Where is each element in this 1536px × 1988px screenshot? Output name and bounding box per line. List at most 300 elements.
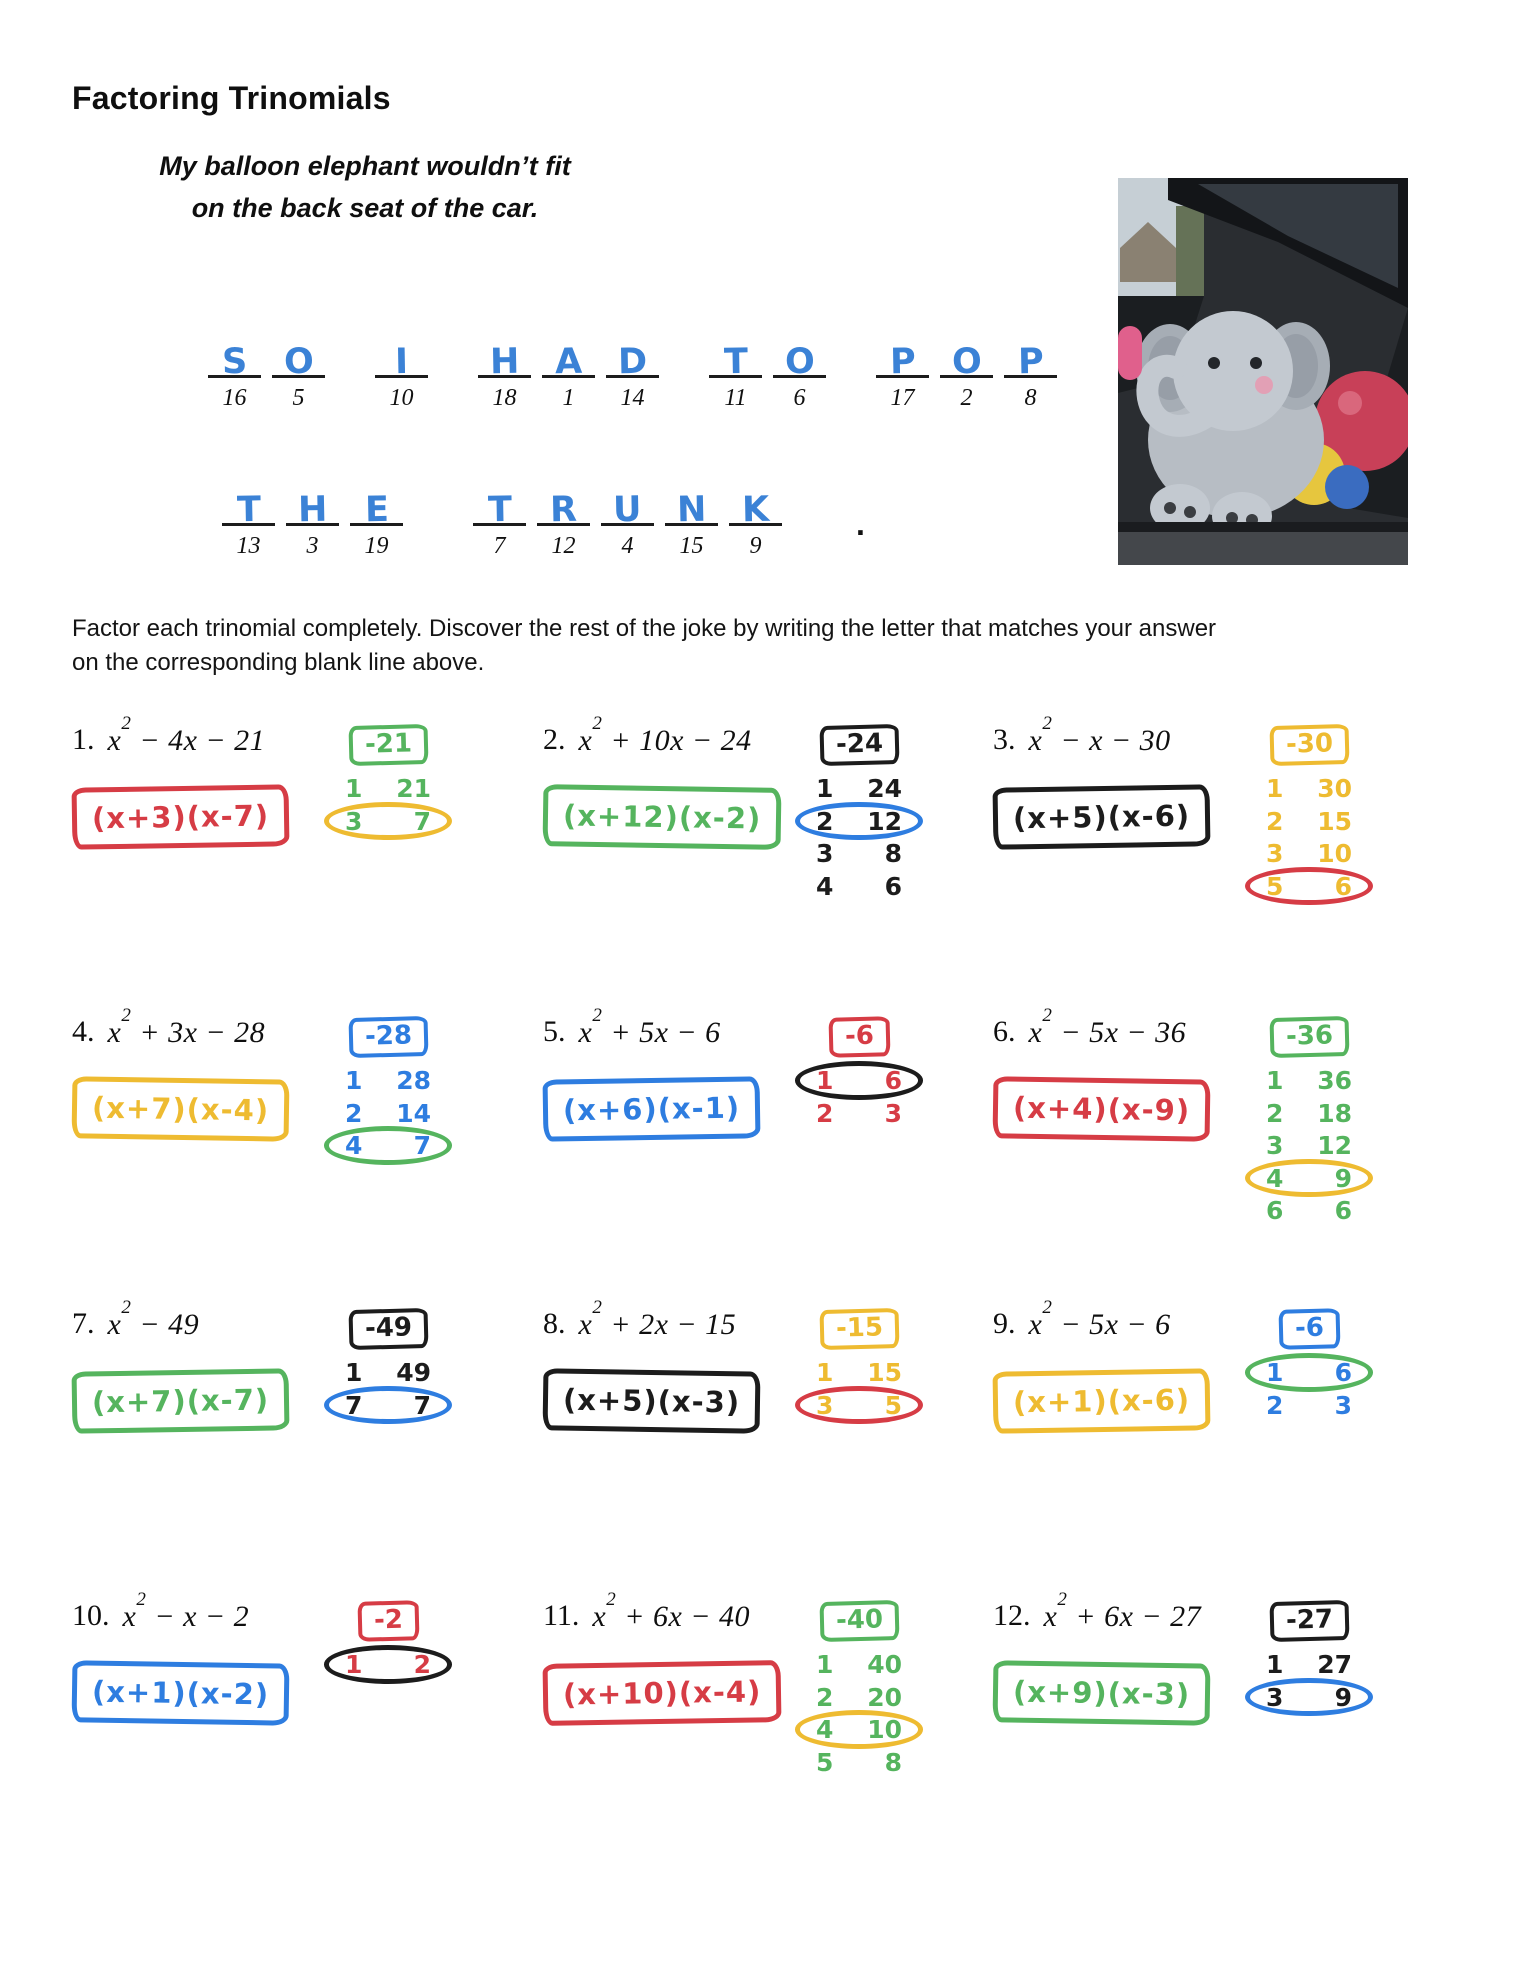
trinomial-expression — [993, 1589, 1261, 1634]
factor-a: 4 — [816, 1715, 834, 1744]
riddle-line-2 — [222, 478, 865, 560]
handwritten-answer: (x+9)(x-3) — [1012, 1674, 1191, 1712]
problem-number: 5. — [543, 1015, 566, 1048]
selected-pair-circle — [1245, 867, 1373, 906]
factor-a: 2 — [816, 1098, 834, 1128]
handwritten-letter: O — [784, 341, 815, 383]
blank-number: 1 — [562, 385, 575, 411]
factor-work — [1261, 1601, 1357, 1883]
handwritten-letter: H — [297, 489, 328, 531]
factor-pair — [1261, 807, 1357, 837]
blank-number: 19 — [364, 533, 389, 559]
product-box: -36 — [1269, 1016, 1349, 1058]
blank-line — [208, 330, 261, 383]
instructions-line-1: Factor each trinomial completely. Discover the rest of the joke by writing the letter that matches your answer — [72, 615, 1217, 642]
factor-b: 5 — [884, 1390, 902, 1420]
trinomial-text: $x^2 + 6x - 27$ — [1043, 1589, 1202, 1633]
problem-number: 4. — [72, 1015, 95, 1048]
instructions — [72, 612, 1216, 680]
problem-11 — [543, 1591, 993, 1883]
factor-pair — [811, 1358, 907, 1388]
factor-pair — [340, 774, 436, 804]
riddle-word — [709, 330, 826, 412]
blank-line — [537, 478, 590, 531]
letter-blank — [606, 330, 659, 412]
problem-6 — [993, 1007, 1453, 1299]
handwritten-answer: (x+5)(x-6) — [1012, 798, 1191, 836]
factor-a: 1 — [1266, 1066, 1284, 1095]
blank-number: 7 — [493, 533, 506, 559]
handwritten-letter: T — [236, 489, 261, 531]
factor-b: 14 — [396, 1098, 431, 1128]
factor-a: 3 — [816, 1390, 834, 1420]
letter-blank — [773, 330, 826, 412]
factor-b: 15 — [867, 1358, 902, 1387]
factor-b: 36 — [1317, 1066, 1352, 1095]
handwritten-letter: P — [889, 341, 916, 383]
factor-a: 5 — [1266, 871, 1284, 901]
problem-number: 12. — [993, 1599, 1031, 1632]
blank-number: 16 — [222, 385, 247, 411]
answer-box — [543, 1076, 761, 1141]
selected-pair-circle — [324, 1126, 452, 1165]
handwritten-answer: (x+10)(x-4) — [562, 1674, 762, 1712]
factor-a: 1 — [1266, 774, 1284, 803]
factor-a: 3 — [1266, 839, 1284, 868]
trinomial-text: $x^2 + 3x - 28$ — [107, 1005, 266, 1049]
problem-3 — [993, 715, 1453, 1007]
blank-number: 11 — [724, 385, 747, 411]
factor-pairs-list — [1261, 1650, 1357, 1712]
handwritten-letter: S — [221, 341, 248, 383]
factor-a: 1 — [816, 1358, 834, 1387]
factor-a: 3 — [1266, 1131, 1284, 1160]
letter-blank — [375, 330, 428, 412]
product-box: -6 — [1278, 1308, 1340, 1350]
product-box: -27 — [1269, 1600, 1349, 1642]
factor-pair — [340, 1099, 436, 1129]
factor-pairs-list — [811, 1066, 907, 1128]
factor-a: 1 — [345, 1358, 363, 1387]
handwritten-letter: I — [394, 341, 409, 382]
factor-b: 15 — [1317, 806, 1352, 836]
factor-pair — [811, 1066, 907, 1096]
factor-pair — [1261, 1391, 1357, 1421]
factor-work — [811, 1309, 907, 1591]
handwritten-letter: P — [1017, 341, 1044, 383]
factor-b: 27 — [1317, 1650, 1352, 1679]
factor-a: 1 — [1266, 1358, 1284, 1387]
handwritten-answer: (x+4)(x-9) — [1012, 1090, 1191, 1128]
factor-pairs-list — [1261, 1358, 1357, 1420]
factor-pairs-list — [811, 1650, 907, 1777]
problem-2 — [543, 715, 993, 1007]
blank-number: 9 — [749, 533, 762, 559]
riddle-word — [876, 330, 1057, 412]
factor-a: 2 — [1266, 1098, 1284, 1128]
factor-pair — [340, 1391, 436, 1421]
factor-b: 18 — [1317, 1098, 1352, 1128]
blank-number: 13 — [236, 533, 261, 559]
blank-line — [729, 478, 782, 531]
factor-b: 6 — [1334, 1358, 1352, 1387]
problem-12 — [993, 1591, 1453, 1883]
blank-number: 10 — [389, 385, 414, 411]
factor-pair — [1261, 1683, 1357, 1713]
factor-a: 1 — [345, 774, 363, 803]
factor-pair — [811, 1715, 907, 1745]
answer-box — [72, 1076, 290, 1141]
trinomial-text: $x^2 - 5x - 36$ — [1028, 1005, 1187, 1049]
factor-pair — [811, 872, 907, 902]
handwritten-letter: H — [489, 341, 520, 383]
letter-blank — [601, 478, 654, 560]
handwritten-letter: R — [549, 489, 578, 531]
factor-pairs-list — [340, 1358, 436, 1420]
riddle-word — [375, 330, 428, 412]
problem-number: 8. — [543, 1307, 566, 1340]
handwritten-answer: (x+7)(x-7) — [91, 1382, 270, 1420]
factor-a: 2 — [345, 1098, 363, 1128]
problem-number: 9. — [993, 1307, 1016, 1340]
blank-line — [1004, 330, 1057, 383]
riddle-period: . — [856, 506, 865, 542]
factor-b: 24 — [867, 774, 902, 803]
trinomial-text: $x^2 + 10x - 24$ — [578, 713, 752, 757]
blank-number: 2 — [960, 385, 973, 411]
trinomial-expression — [543, 1589, 811, 1634]
factor-a: 2 — [816, 806, 834, 836]
factor-pair — [811, 1391, 907, 1421]
blank-line — [606, 330, 659, 383]
factor-pairs-list — [811, 774, 907, 901]
letter-blank — [473, 478, 526, 560]
factor-b: 8 — [884, 839, 902, 868]
handwritten-letter: T — [487, 489, 512, 531]
factor-b: 2 — [413, 1650, 431, 1679]
problem-number: 2. — [543, 723, 566, 756]
blank-line — [272, 330, 325, 383]
selected-pair-circle — [1245, 1678, 1373, 1717]
factor-a: 1 — [816, 774, 834, 803]
letter-blank — [537, 478, 590, 560]
blank-number: 18 — [492, 385, 517, 411]
product-box: -28 — [348, 1016, 428, 1058]
answer-box — [543, 1660, 782, 1726]
factor-b: 6 — [884, 871, 902, 901]
handwritten-answer: (x+12)(x-2) — [562, 798, 762, 836]
handwritten-answer: (x+1)(x-2) — [91, 1674, 270, 1712]
factor-a: 3 — [1266, 1682, 1284, 1712]
blank-number: 17 — [890, 385, 915, 411]
letter-blank — [286, 478, 339, 560]
trinomial-expression — [72, 1005, 340, 1050]
factor-a: 1 — [345, 1650, 363, 1679]
problems-grid — [72, 715, 1453, 1883]
product-box: -40 — [819, 1600, 899, 1642]
problem-number: 10. — [72, 1599, 110, 1632]
handwritten-letter: O — [283, 341, 314, 383]
factor-pairs-list — [340, 774, 436, 836]
factor-b: 40 — [867, 1650, 902, 1679]
trinomial-expression — [993, 1005, 1261, 1050]
factor-a: 1 — [816, 1066, 834, 1095]
riddle-word — [478, 330, 659, 412]
blank-line — [350, 478, 403, 531]
handwritten-answer: (x+6)(x-1) — [562, 1090, 741, 1128]
product-box: -24 — [819, 724, 899, 766]
factor-pair — [811, 1683, 907, 1713]
blank-number: 12 — [551, 533, 576, 559]
factor-a: 3 — [345, 806, 363, 836]
letter-blank — [876, 330, 929, 412]
joke-line-2: on the back seat of the car. — [191, 192, 539, 223]
factor-b: 6 — [1334, 1196, 1352, 1225]
trinomial-expression — [993, 1297, 1261, 1342]
letter-blank — [222, 478, 275, 560]
factor-pair — [811, 1099, 907, 1129]
factor-pair — [1261, 1131, 1357, 1161]
product-box: -49 — [348, 1308, 428, 1350]
factor-b: 28 — [396, 1066, 431, 1095]
factor-pair — [1261, 1099, 1357, 1129]
factor-work — [340, 1309, 436, 1591]
factor-work — [340, 1601, 436, 1883]
factor-b: 6 — [884, 1066, 902, 1095]
letter-blank — [272, 330, 325, 412]
trinomial-text: $x^2 - 5x - 6$ — [1028, 1297, 1171, 1341]
blank-line — [222, 478, 275, 531]
handwritten-letter: A — [554, 341, 583, 383]
blank-number: 5 — [292, 385, 305, 411]
letter-blank — [350, 478, 403, 560]
selected-pair-circle — [795, 1710, 923, 1749]
factor-pair — [1261, 1164, 1357, 1194]
selected-pair-circle — [324, 802, 452, 841]
selected-pair-circle — [324, 1386, 452, 1425]
blank-line — [709, 330, 762, 383]
blank-line — [665, 478, 718, 531]
trinomial-text: $x^2 - 49$ — [107, 1297, 200, 1341]
problem-8 — [543, 1299, 993, 1591]
answer-box — [993, 1368, 1211, 1433]
blank-line — [876, 330, 929, 383]
factor-pair — [1261, 1066, 1357, 1096]
answer-box — [543, 1368, 761, 1433]
factor-a: 5 — [816, 1747, 834, 1777]
riddle-word — [208, 330, 325, 412]
factor-b: 30 — [1317, 774, 1352, 803]
handwritten-letter: K — [741, 489, 770, 531]
problem-number: 11. — [543, 1599, 580, 1632]
product-box: -15 — [819, 1308, 899, 1350]
factor-b: 3 — [1334, 1390, 1352, 1420]
factor-pair — [1261, 1196, 1357, 1226]
trinomial-text: $x^2 - x - 30$ — [1028, 713, 1171, 757]
factor-b: 12 — [1317, 1131, 1352, 1160]
factor-b: 9 — [1334, 1163, 1352, 1193]
blank-number: 15 — [679, 533, 704, 559]
factor-a: 6 — [1266, 1196, 1284, 1225]
blank-number: 4 — [621, 533, 634, 559]
factor-b: 10 — [1317, 839, 1352, 868]
factor-work — [811, 1601, 907, 1883]
factor-b: 9 — [1334, 1682, 1352, 1712]
blank-line — [601, 478, 654, 531]
blank-line — [940, 330, 993, 383]
selected-pair-circle — [1245, 1353, 1373, 1392]
factor-b: 7 — [413, 806, 431, 836]
factor-pair — [811, 807, 907, 837]
balloon-elephant-in-trunk-illustration — [1118, 178, 1408, 565]
factor-a: 1 — [1266, 1650, 1284, 1679]
answer-box — [993, 784, 1211, 849]
factor-pairs-list — [811, 1358, 907, 1420]
trinomial-text: $x^2 + 5x - 6$ — [578, 1005, 721, 1049]
trinomial-expression — [543, 1005, 811, 1050]
factor-a: 1 — [816, 1650, 834, 1679]
factor-b: 7 — [413, 1131, 431, 1160]
factor-pair — [811, 1650, 907, 1680]
handwritten-letter: O — [951, 341, 982, 383]
factor-work — [811, 1017, 907, 1299]
letter-blank — [478, 330, 531, 412]
problem-number: 3. — [993, 723, 1016, 756]
factor-a: 2 — [816, 1682, 834, 1712]
factor-work — [340, 1017, 436, 1299]
trinomial-expression — [543, 1297, 811, 1342]
selected-pair-circle — [795, 1386, 923, 1425]
factor-work — [1261, 1309, 1357, 1591]
trinomial-expression — [993, 713, 1261, 758]
factor-b: 6 — [1334, 871, 1352, 901]
selected-pair-circle — [324, 1645, 452, 1684]
factor-work — [811, 725, 907, 1007]
letter-blank — [542, 330, 595, 412]
factor-pair — [1261, 872, 1357, 902]
riddle-line-1 — [208, 330, 1057, 412]
answer-box — [72, 1660, 290, 1725]
factor-work — [1261, 1017, 1357, 1299]
trinomial-text: $x^2 + 6x - 40$ — [592, 1589, 751, 1633]
factor-a: 3 — [816, 839, 834, 868]
factor-pairs-list — [1261, 774, 1357, 901]
blank-line — [478, 330, 531, 383]
problem-9 — [993, 1299, 1453, 1591]
answer-box — [993, 1660, 1211, 1725]
problem-number: 7. — [72, 1307, 95, 1340]
trinomial-expression — [72, 1297, 340, 1342]
factor-a: 4 — [816, 871, 834, 901]
problem-1 — [72, 715, 543, 1007]
factor-b: 20 — [867, 1682, 902, 1712]
factor-b: 21 — [396, 774, 431, 803]
joke-line-1: My balloon elephant wouldn’t fit — [159, 151, 571, 181]
trinomial-text: $x^2 - 4x - 21$ — [107, 713, 266, 757]
answer-box — [543, 784, 782, 850]
blank-number: 8 — [1024, 385, 1037, 411]
riddle-word — [222, 478, 403, 560]
handwritten-answer: (x+1)(x-6) — [1012, 1382, 1191, 1420]
factor-pair — [1261, 774, 1357, 804]
factor-a: 4 — [1266, 1163, 1284, 1193]
blank-line — [773, 330, 826, 383]
selected-pair-circle — [1245, 1159, 1373, 1198]
trinomial-text: $x^2 - x - 2$ — [122, 1589, 250, 1633]
blank-number: 14 — [620, 385, 645, 411]
elephant-photo — [1118, 178, 1408, 565]
product-box: -6 — [828, 1016, 890, 1058]
handwritten-answer: (x+7)(x-4) — [91, 1090, 270, 1128]
letter-blank — [729, 478, 782, 560]
factor-work — [340, 725, 436, 1007]
factor-pair — [1261, 1650, 1357, 1680]
factor-b: 49 — [396, 1358, 431, 1387]
selected-pair-circle — [795, 1061, 923, 1100]
answer-box — [72, 1368, 290, 1433]
handwritten-answer: (x+5)(x-3) — [562, 1382, 741, 1420]
page-title: Factoring Trinomials — [72, 80, 391, 116]
handwritten-letter: U — [612, 489, 643, 531]
factor-b: 8 — [884, 1747, 902, 1777]
trinomial-expression — [72, 1589, 340, 1634]
factor-pair — [340, 807, 436, 837]
answer-box — [72, 784, 290, 849]
product-box: -2 — [357, 1600, 419, 1642]
factor-a: 4 — [345, 1131, 363, 1160]
handwritten-answer: (x+3)(x-7) — [91, 798, 270, 836]
factor-pair — [1261, 1358, 1357, 1388]
handwritten-letter: D — [617, 341, 648, 383]
factor-a: 2 — [1266, 1390, 1284, 1420]
trinomial-expression — [543, 713, 811, 758]
factor-b: 12 — [867, 806, 902, 836]
factor-pairs-list — [340, 1650, 436, 1680]
letter-blank — [1004, 330, 1057, 412]
answer-box — [993, 1076, 1211, 1141]
factor-b: 7 — [413, 1390, 431, 1420]
problem-number: 1. — [72, 723, 95, 756]
factor-a: 1 — [345, 1066, 363, 1095]
letter-blank — [208, 330, 261, 412]
blank-line — [473, 478, 526, 531]
handwritten-letter: T — [723, 341, 748, 383]
blank-line — [375, 330, 428, 382]
letter-blank — [709, 330, 762, 412]
blank-number: 6 — [793, 385, 806, 411]
factor-pair — [811, 839, 907, 869]
factor-work — [1261, 725, 1357, 1007]
factor-pair — [340, 1131, 436, 1161]
blank-line — [542, 330, 595, 383]
selected-pair-circle — [795, 802, 923, 841]
problem-7 — [72, 1299, 543, 1591]
product-box: -30 — [1269, 724, 1349, 766]
instructions-line-2: on the corresponding blank line above. — [72, 649, 485, 677]
blank-number: 3 — [306, 533, 319, 559]
factor-b: 10 — [867, 1715, 902, 1744]
factor-pair — [340, 1650, 436, 1680]
problem-4 — [72, 1007, 543, 1299]
factor-pair — [811, 774, 907, 804]
factor-pair — [340, 1358, 436, 1388]
joke-setup — [120, 146, 610, 230]
letter-blank — [940, 330, 993, 412]
letter-blank — [665, 478, 718, 560]
problem-10 — [72, 1591, 543, 1883]
problem-5 — [543, 1007, 993, 1299]
product-box: -21 — [348, 724, 428, 766]
